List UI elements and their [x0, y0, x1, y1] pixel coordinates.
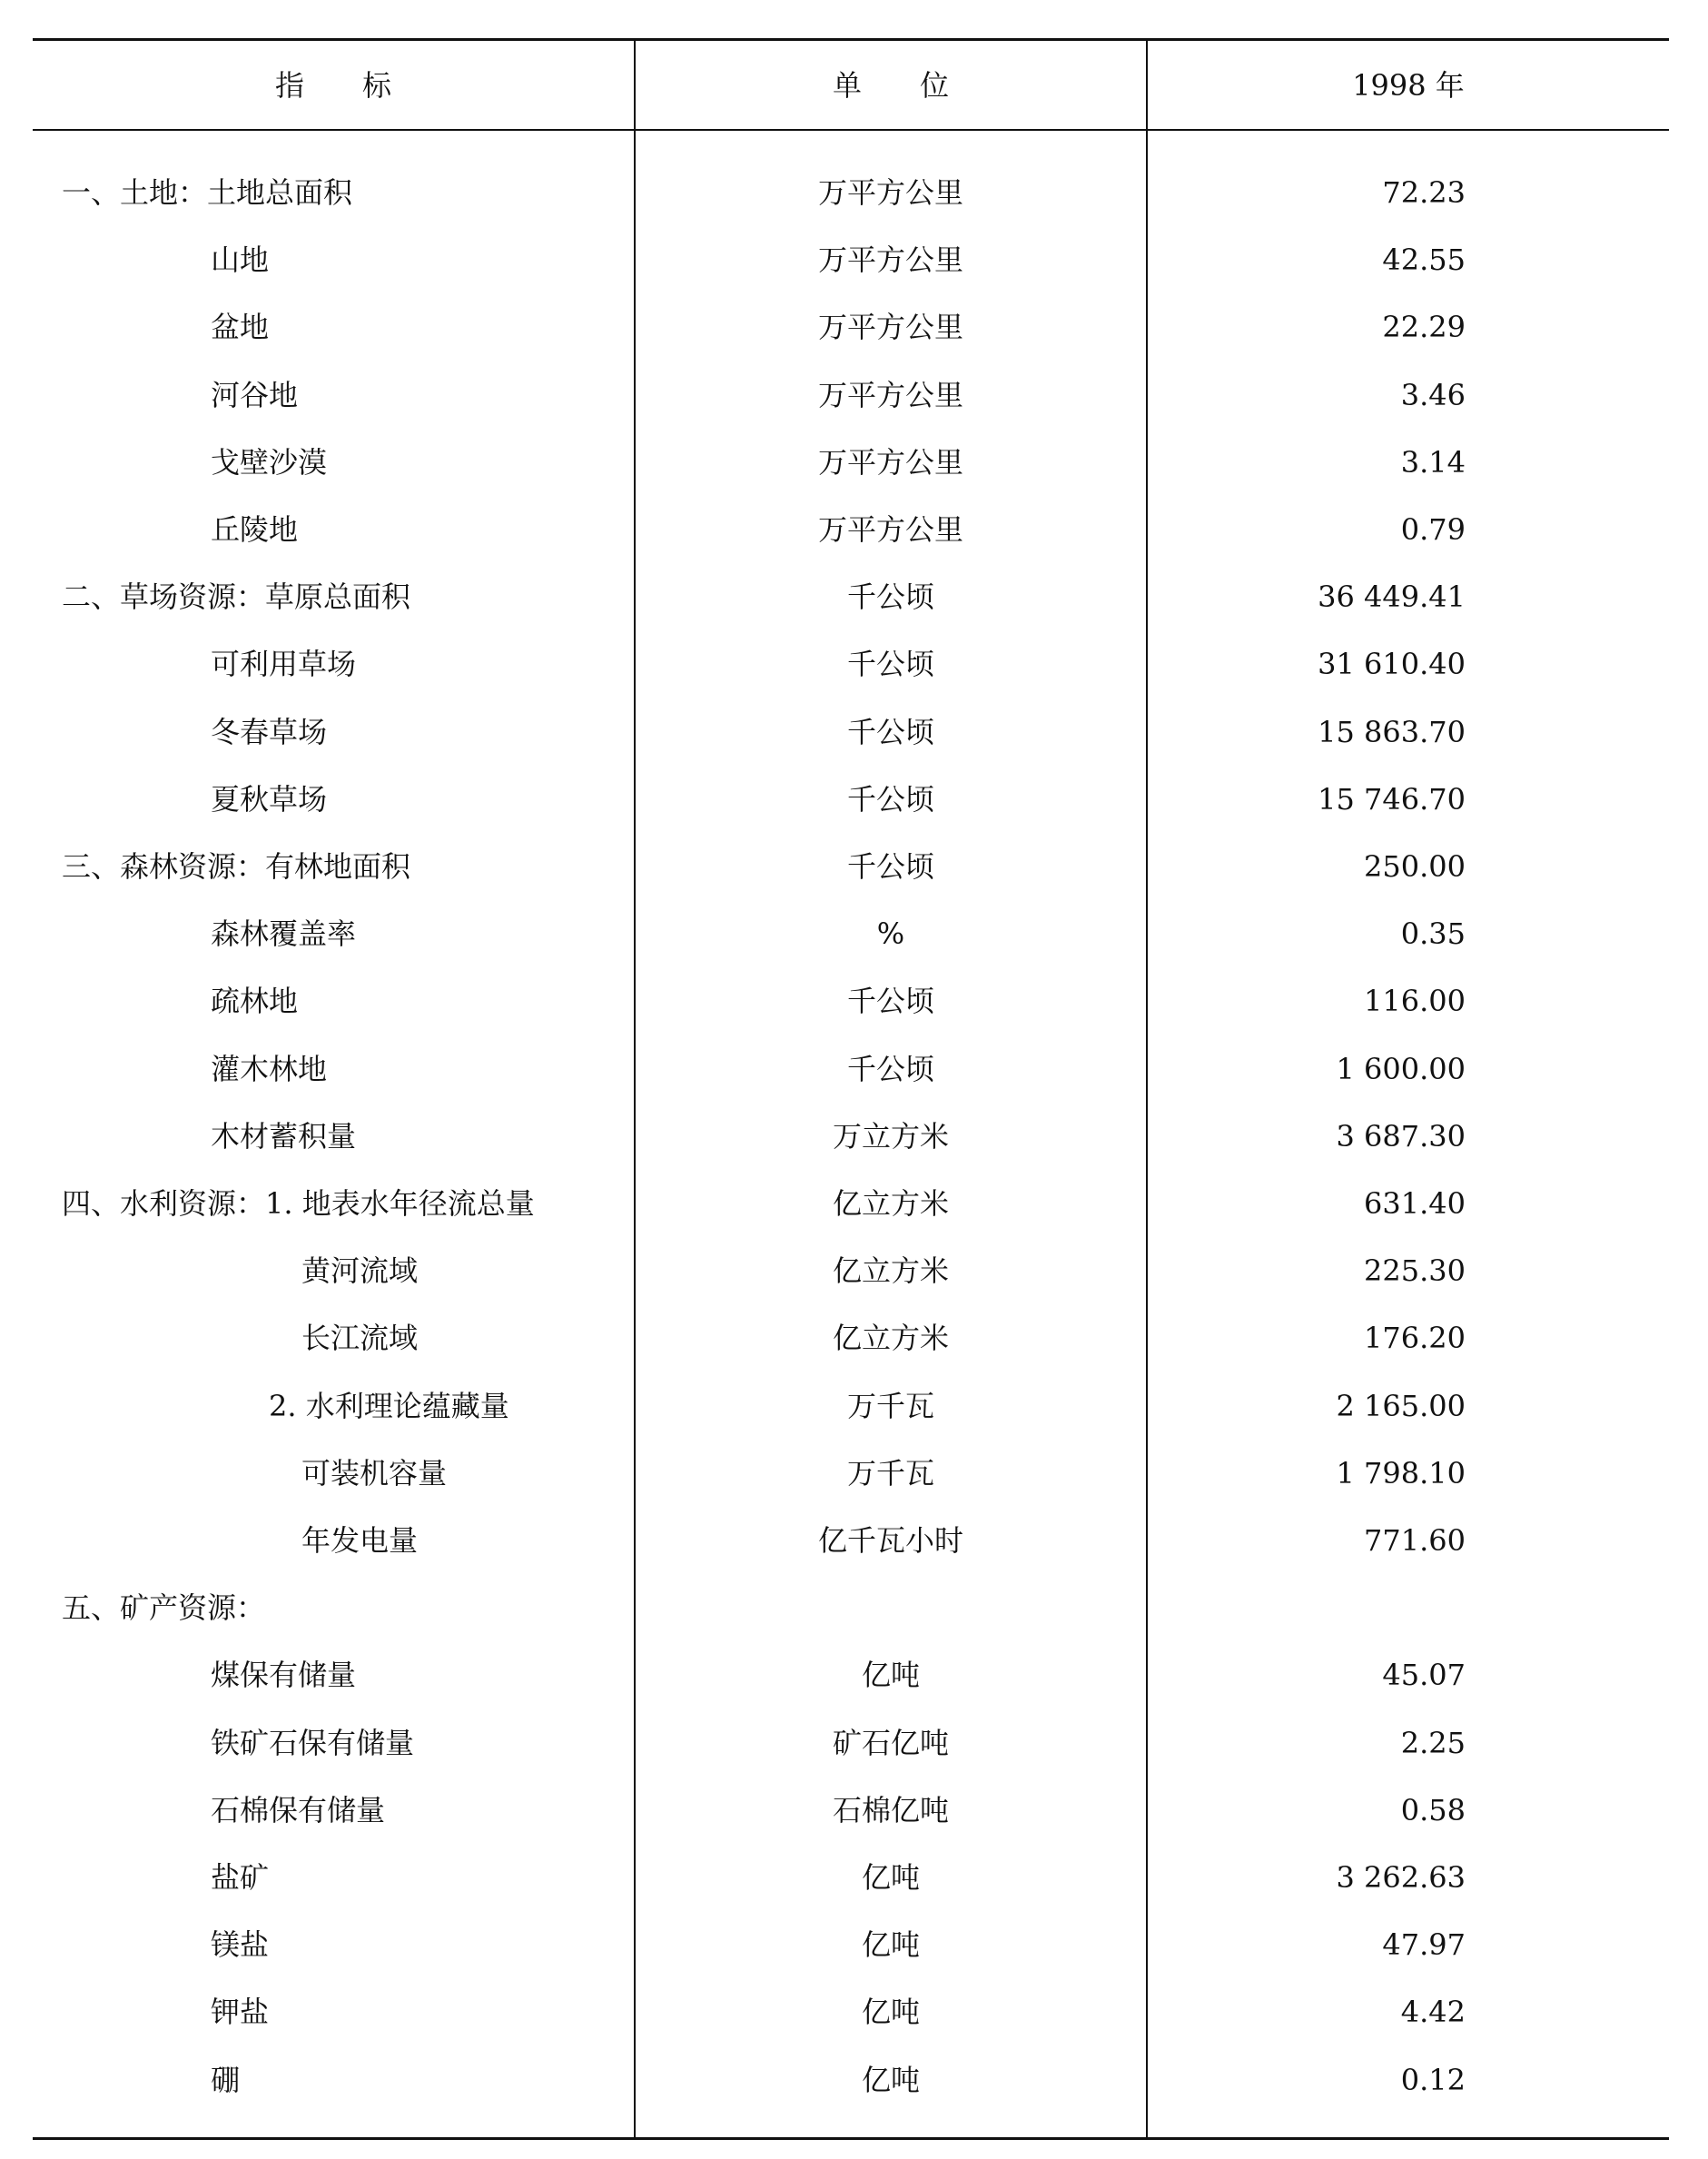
indicator-cell: 四、水利资源：1. 地表水年径流总量 — [62, 1186, 535, 1221]
value-cell: 1 798.10 — [1336, 1456, 1466, 1491]
value-cell: 1 600.00 — [1336, 1052, 1466, 1086]
unit-cell: 矿石亿吨 — [832, 1726, 949, 1760]
indicator-cell: 盆地 — [211, 310, 270, 344]
value-cell: 4.42 — [1400, 1995, 1466, 2029]
value-cell: 47.97 — [1382, 1927, 1466, 1962]
value-cell: 176.20 — [1364, 1321, 1466, 1355]
unit-cell: 万平方公里 — [817, 243, 963, 277]
unit-cell: 亿千瓦小时 — [817, 1523, 963, 1558]
value-cell: 0.35 — [1400, 916, 1466, 951]
unit-cell: 千公顷 — [846, 1052, 934, 1086]
indicator-cell: 可利用草场 — [211, 647, 357, 681]
indicator-cell: 山地 — [211, 243, 270, 277]
indicator-cell: 一、土地：土地总面积 — [62, 175, 353, 210]
value-cell: 3.14 — [1400, 445, 1466, 480]
value-cell: 2.25 — [1400, 1726, 1466, 1760]
indicator-cell: 2. 水利理论蕴藏量 — [269, 1389, 509, 1423]
indicator-cell: 石棉保有储量 — [211, 1793, 386, 1827]
unit-cell: 亿吨 — [861, 1995, 920, 2029]
indicator-cell: 丘陵地 — [211, 512, 299, 547]
indicator-cell: 镁盐 — [211, 1927, 270, 1962]
value-cell: 3 687.30 — [1336, 1119, 1466, 1154]
indicator-cell: 疏林地 — [211, 984, 299, 1018]
indicator-cell: 戈壁沙漠 — [211, 445, 328, 480]
indicator-cell: 黄河流域 — [301, 1253, 419, 1288]
value-cell: 0.79 — [1400, 512, 1466, 547]
value-cell: 3.46 — [1400, 378, 1466, 412]
top-rule — [33, 38, 1669, 41]
indicator-cell: 森林覆盖率 — [211, 916, 357, 951]
value-cell: 225.30 — [1364, 1253, 1466, 1288]
indicator-cell: 河谷地 — [211, 378, 299, 412]
unit-cell: 千公顷 — [846, 647, 934, 681]
value-cell: 631.40 — [1364, 1186, 1466, 1221]
header-year: 1998 年 — [1352, 68, 1465, 103]
header-indicator: 指 标 — [274, 68, 391, 103]
indicator-cell: 五、矿产资源： — [62, 1590, 266, 1625]
column-divider-2 — [1146, 38, 1148, 2139]
value-cell: 15 746.70 — [1318, 782, 1466, 817]
unit-cell: 亿立方米 — [832, 1186, 949, 1221]
unit-cell: 亿吨 — [861, 2063, 920, 2097]
unit-cell: 千公顷 — [846, 715, 934, 749]
value-cell: 72.23 — [1382, 175, 1466, 210]
unit-cell: 千公顷 — [846, 579, 934, 614]
indicator-cell: 可装机容量 — [301, 1456, 448, 1491]
value-cell: 22.29 — [1382, 310, 1466, 344]
unit-cell: % — [876, 916, 905, 951]
indicator-cell: 冬春草场 — [211, 715, 328, 749]
indicator-cell: 夏秋草场 — [211, 782, 328, 817]
indicator-cell: 木材蓄积量 — [211, 1119, 357, 1154]
value-cell: 42.55 — [1382, 243, 1466, 277]
unit-cell: 万平方公里 — [817, 175, 963, 210]
value-cell: 3 262.63 — [1336, 1860, 1466, 1895]
header-rule — [33, 129, 1669, 131]
unit-cell: 万平方公里 — [817, 445, 963, 480]
indicator-cell: 煤保有储量 — [211, 1658, 357, 1692]
unit-cell: 石棉亿吨 — [832, 1793, 949, 1827]
unit-cell: 亿吨 — [861, 1658, 920, 1692]
value-cell: 771.60 — [1364, 1523, 1466, 1558]
unit-cell: 亿吨 — [861, 1927, 920, 1962]
value-cell: 31 610.40 — [1318, 647, 1466, 681]
indicator-cell: 钾盐 — [211, 1995, 270, 2029]
unit-cell: 万千瓦 — [846, 1456, 934, 1491]
indicator-cell: 年发电量 — [301, 1523, 419, 1558]
value-cell: 250.00 — [1364, 849, 1466, 884]
unit-cell: 万平方公里 — [817, 310, 963, 344]
unit-cell: 亿立方米 — [832, 1253, 949, 1288]
bottom-rule — [33, 2137, 1669, 2140]
value-cell: 36 449.41 — [1318, 579, 1466, 614]
indicator-cell: 二、草场资源：草原总面积 — [62, 579, 411, 614]
value-cell: 15 863.70 — [1318, 715, 1466, 749]
unit-cell: 万立方米 — [832, 1119, 949, 1154]
unit-cell: 亿吨 — [861, 1860, 920, 1895]
indicator-cell: 铁矿石保有储量 — [211, 1726, 415, 1760]
indicator-cell: 灌木林地 — [211, 1052, 328, 1086]
value-cell: 0.12 — [1400, 2063, 1466, 2097]
unit-cell: 千公顷 — [846, 782, 934, 817]
indicator-cell: 三、森林资源：有林地面积 — [62, 849, 411, 884]
header-unit: 单 位 — [832, 68, 949, 103]
unit-cell: 万平方公里 — [817, 512, 963, 547]
value-cell: 116.00 — [1364, 984, 1466, 1018]
value-cell: 0.58 — [1400, 1793, 1466, 1827]
value-cell: 45.07 — [1382, 1658, 1466, 1692]
value-cell: 2 165.00 — [1336, 1389, 1466, 1423]
unit-cell: 千公顷 — [846, 849, 934, 884]
unit-cell: 千公顷 — [846, 984, 934, 1018]
unit-cell: 万平方公里 — [817, 378, 963, 412]
unit-cell: 万千瓦 — [846, 1389, 934, 1423]
indicator-cell: 长江流域 — [301, 1321, 419, 1355]
indicator-cell: 硼 — [211, 2063, 241, 2097]
unit-cell: 亿立方米 — [832, 1321, 949, 1355]
indicator-cell: 盐矿 — [211, 1860, 270, 1895]
